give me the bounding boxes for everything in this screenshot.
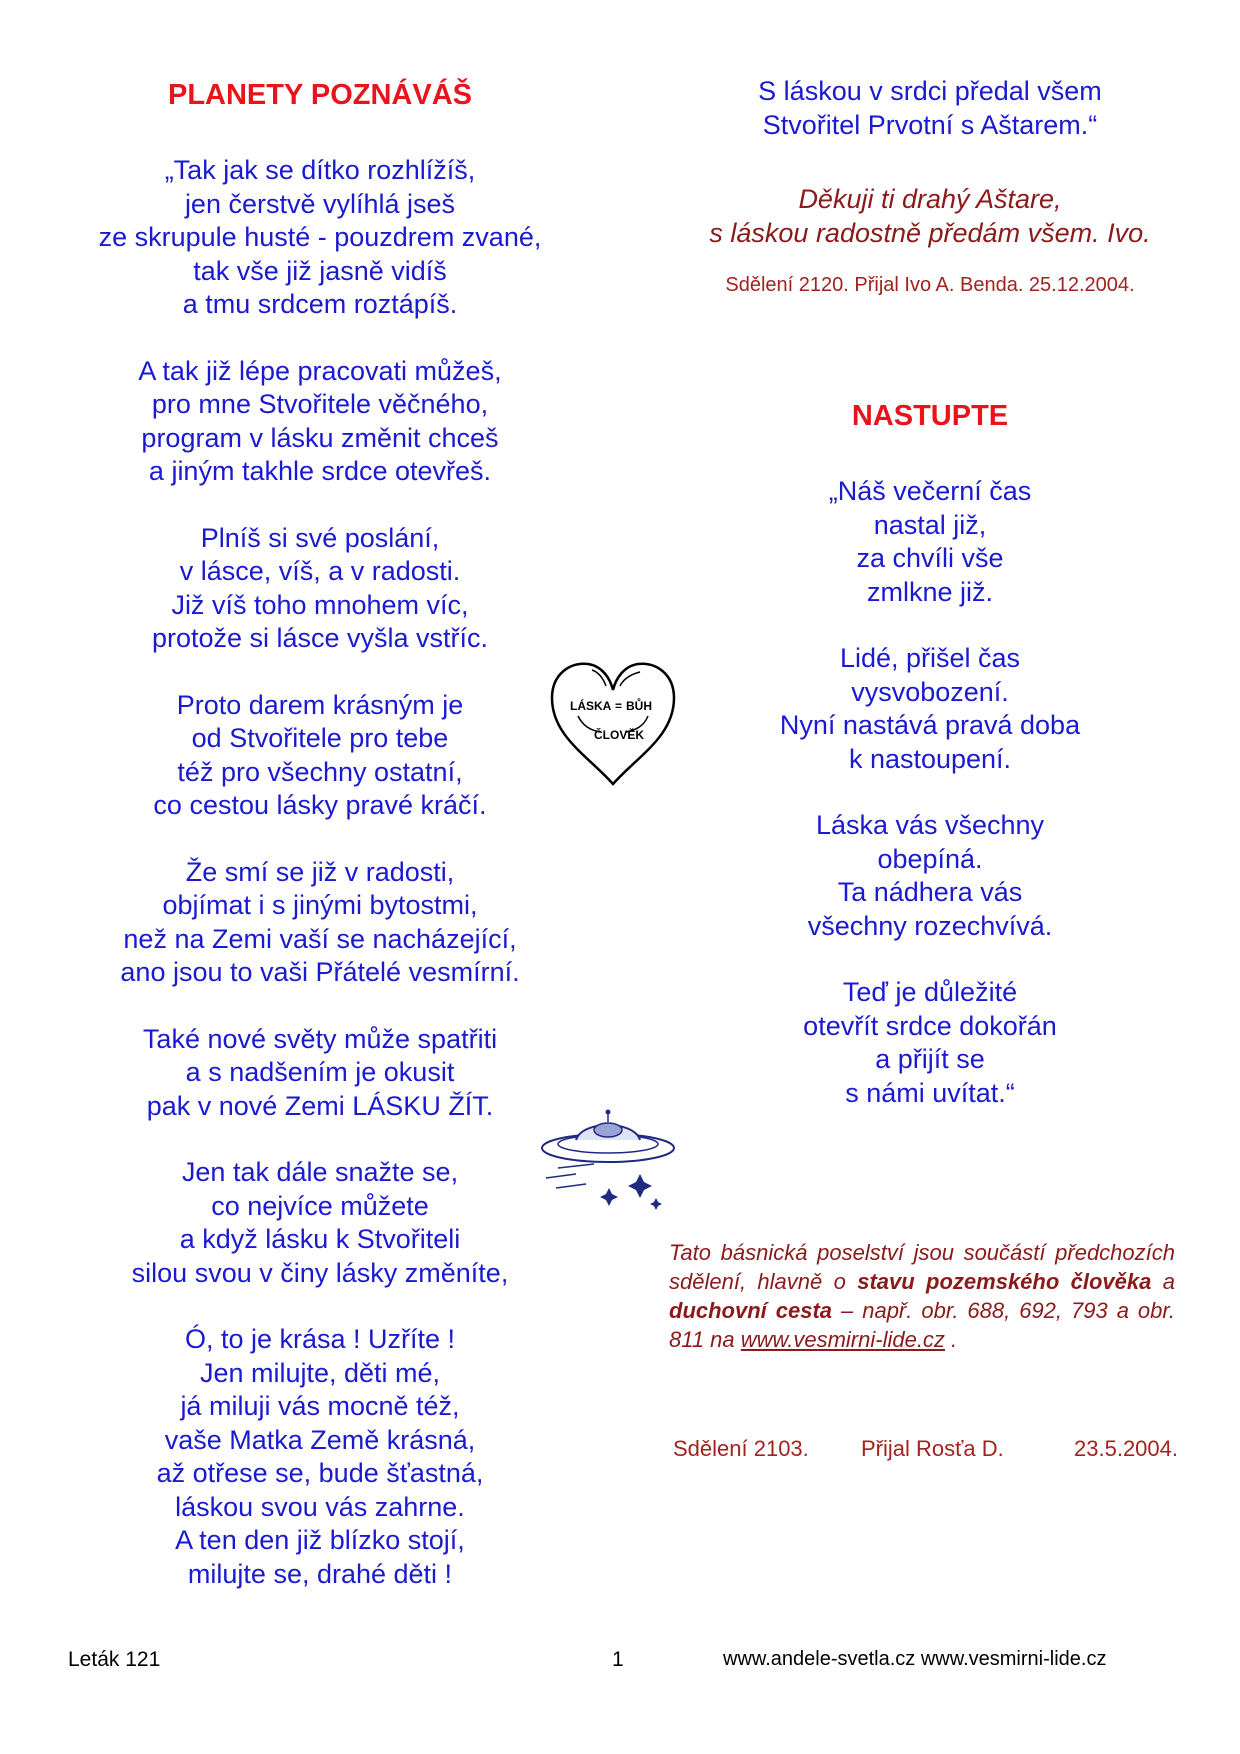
poem-line: Že smí se již v radosti, xyxy=(185,856,455,887)
poem-line: až otřese se, bude šťastná, xyxy=(156,1458,484,1488)
poem-line: ze skrupule husté - pouzdrem zvané, xyxy=(98,222,542,252)
poem-line: obepíná. xyxy=(877,843,983,874)
poem-line: ano jsou to vaši Přátelé vesmírní. xyxy=(120,957,520,987)
poem-line: pro mne Stvořitele věčného, xyxy=(151,389,489,419)
poem-line: též pro všechny ostatní, xyxy=(177,756,463,787)
right-stanza xyxy=(670,809,1190,943)
poem-line: Proto darem krásným je xyxy=(176,689,464,720)
poem-line: program v lásku změnit chceš xyxy=(141,422,499,453)
poem-line: za chvíli vše xyxy=(856,543,1004,573)
topic-human-state: stavu pozemského člověka xyxy=(857,1269,1152,1294)
poem-line: Již víš toho mnohem víc, xyxy=(171,589,469,620)
poem-line: Také nové světy může spatřiti xyxy=(142,1023,498,1054)
closing-line: S láskou v srdci předal všem xyxy=(758,76,1102,106)
thanks-line: s láskou radostně předám všem. Ivo. xyxy=(709,217,1151,248)
closing-line: Stvořitel Prvotní s Aštarem.“ xyxy=(762,109,1098,140)
ufo-icon xyxy=(536,1108,686,1218)
poem-line: jen čerstvě vylíhlá jseš xyxy=(184,188,456,219)
poem-line: objímat i s jinými bytostmi, xyxy=(162,890,478,920)
heart-text-love: LÁSKA xyxy=(570,699,612,713)
poem-line: „Tak jak se dítko rozhlížíš, xyxy=(164,155,476,185)
poem-line: vysvobození. xyxy=(851,676,1009,707)
poem-line: Lidé, přišel čas xyxy=(839,643,1021,673)
poem-line: než na Zemi vaší se nacházející, xyxy=(123,923,517,954)
poem-line: od Stvořitele pro tebe xyxy=(191,723,449,753)
poem-line: nastal již, xyxy=(873,509,987,540)
right-stanza xyxy=(670,976,1190,1110)
heart-text-god: BŮH xyxy=(626,699,652,713)
poem-line: a tmu srdcem roztápíš. xyxy=(182,289,458,319)
heart-icon xyxy=(548,656,678,788)
left-stanza xyxy=(40,355,600,489)
poem-line: a když lásku k Stvořiteli xyxy=(179,1224,461,1254)
left-column xyxy=(40,75,600,1591)
thanks-line: Děkuji ti drahý Aštare, xyxy=(798,184,1062,214)
poem-line: A tak již lépe pracovati můžeš, xyxy=(138,355,502,386)
left-stanza xyxy=(40,1156,600,1290)
poem-line: A ten den již blízko stojí, xyxy=(175,1525,465,1555)
right-stanza xyxy=(670,642,1190,776)
poem-line: všechny rozechvívá. xyxy=(807,910,1053,941)
poem-line: a s nadšením je okusit xyxy=(185,1057,455,1087)
poem-line: „Náš večerní čas xyxy=(828,476,1032,506)
poem-line: Nyní nastává pravá doba xyxy=(779,710,1081,740)
message-signature: Sdělení 2120. Přijal Ivo A. Benda. 25.12.2004. xyxy=(725,274,1135,296)
right-poem-title: NASTUPTE xyxy=(851,400,1009,432)
poem-line: co cestou lásky pravé kráčí. xyxy=(153,790,487,820)
footer-page-number: 1 xyxy=(612,1648,624,1671)
poem-line: Ta nádhera vás xyxy=(837,877,1023,907)
footer-websites: www.andele-svetla.cz www.vesmirni-lide.cz xyxy=(723,1648,1107,1670)
ufo-illustration xyxy=(536,1108,686,1218)
poem-line: Plníš si své poslání, xyxy=(200,522,440,553)
poem-line: Teď je důležité xyxy=(842,977,1018,1007)
source-note: Tato básnická poselství jsou součástí předchozích sdělení, hlavně o stavu pozemského člověka a duchovní cesta – např. obr. 688, 692, 793 a obr. 811 na www.vesmirni-lide.cz . xyxy=(669,1240,1176,1352)
poem-line: Láska vás všechny xyxy=(815,810,1045,840)
message-date: 23.5.2004. xyxy=(1074,1436,1178,1461)
left-stanza xyxy=(40,689,600,823)
thanks-note xyxy=(670,183,1190,250)
poem-line: tak vše již jasně vidíš xyxy=(193,255,447,286)
footer-leaflet-number: Leták 121 xyxy=(68,1648,161,1671)
message-code: Sdělení 2103. xyxy=(673,1436,809,1461)
poem-line: silou svou v činy lásky změníte, xyxy=(131,1257,509,1288)
left-poem-body xyxy=(40,154,600,1591)
poem-line: milujte se, drahé děti ! xyxy=(187,1558,453,1589)
poem-line: a přijít se xyxy=(875,1044,985,1074)
poem-line: Ó, to je krása ! Uzříte ! xyxy=(184,1324,456,1354)
left-stanza xyxy=(40,522,600,656)
poem-line: a jiným takhle srdce otevřeš. xyxy=(148,456,492,486)
poem-line: Jen tak dále snažte se, xyxy=(181,1157,459,1187)
heart-text-equals: = xyxy=(615,699,623,713)
poem-line: protože si lásce vyšla vstříc. xyxy=(151,623,489,653)
left-stanza xyxy=(40,154,600,322)
right-stanza xyxy=(670,475,1190,609)
poem-line: zmlkne již. xyxy=(866,576,994,607)
heart-text-human: ČLOVĚK xyxy=(594,728,645,742)
topic-spiritual-path: duchovní cesta xyxy=(669,1298,833,1323)
website-link[interactable]: www.vesmirni-lide.cz xyxy=(740,1327,945,1352)
poem-line: k nastoupení. xyxy=(848,743,1012,774)
poem-line: vaše Matka Země krásná, xyxy=(164,1424,476,1455)
left-stanza xyxy=(40,856,600,990)
right-column xyxy=(670,75,1190,1110)
poem-line: Jen milujte, děti mé, xyxy=(199,1357,441,1388)
poem-line: láskou svou vás zahrne. xyxy=(175,1491,465,1522)
right-poem-body xyxy=(670,475,1190,1110)
left-stanza xyxy=(40,1023,600,1124)
left-poem-title: PLANETY POZNÁVÁŠ xyxy=(167,79,472,111)
poem-line: pak v nové Zemi LÁSKU ŽÍT. xyxy=(146,1090,494,1121)
left-stanza xyxy=(40,1323,600,1591)
poem-line: otevřít srdce dokořán xyxy=(803,1010,1057,1041)
message-receiver: Přijal Rosťa D. xyxy=(861,1436,1004,1461)
poem-line: já miluji vás mocně též, xyxy=(180,1391,460,1421)
poem-line: co nejvíce můžete xyxy=(211,1190,429,1221)
poem-line: v lásce, víš, a v radosti. xyxy=(179,556,461,586)
poem-closing-lines xyxy=(670,75,1190,142)
heart-illustration xyxy=(548,656,678,788)
poem-line: s námi uvítat.“ xyxy=(845,1077,1015,1108)
